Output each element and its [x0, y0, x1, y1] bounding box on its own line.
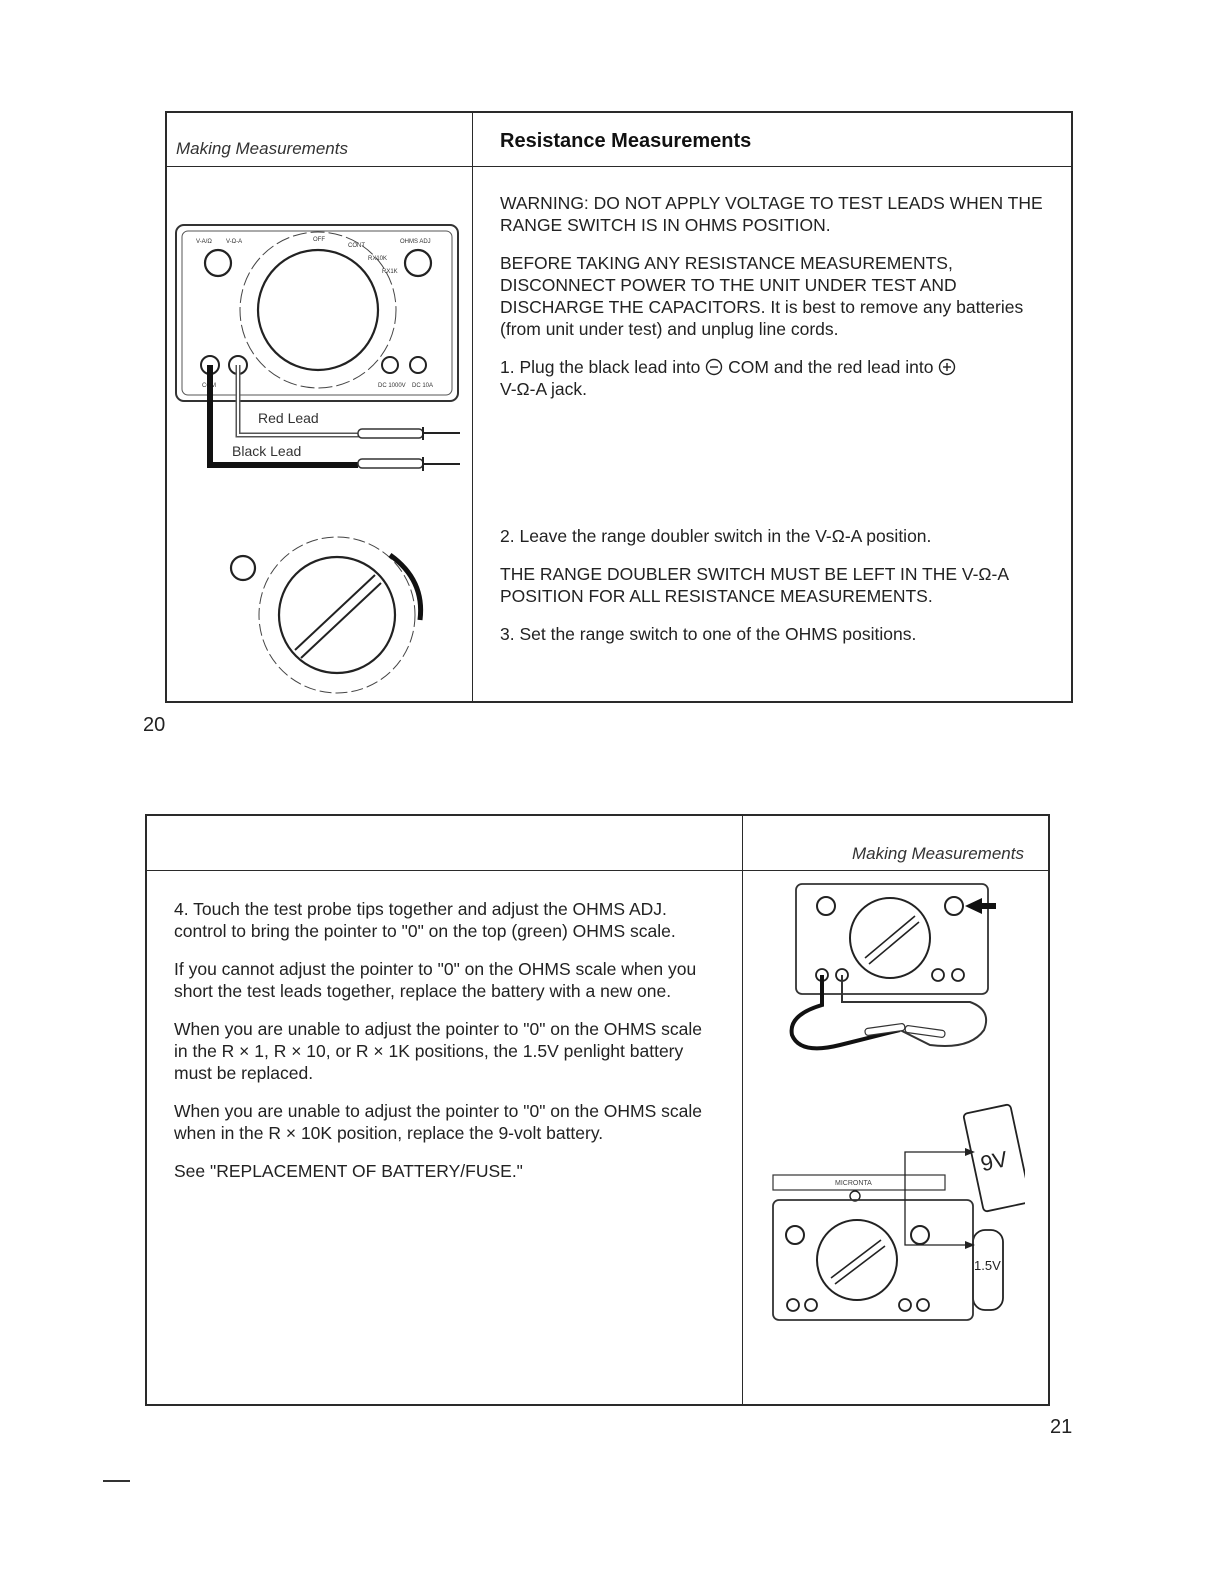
cannot-adjust-text: If you cannot adjust the pointer to "0" on the OHMS scale when you short the test leads together, replace the battery with a new one.: [174, 959, 697, 1001]
minus-circle-icon: [705, 358, 723, 376]
step-2-text: 2. Leave the range doubler switch in the V-Ω-A position.: [500, 526, 932, 546]
jack-dc10a: [410, 357, 426, 373]
page-title: Resistance Measurements: [500, 130, 752, 152]
black-probe: [358, 459, 423, 468]
bottom-text-column: [174, 898, 719, 1182]
plus-circle-icon: [938, 358, 956, 376]
bottom-table-header-divider: [145, 870, 1050, 871]
left-knob: [786, 1226, 804, 1244]
top-table-column-divider: [472, 111, 473, 703]
meter-label-com: COM: [202, 383, 216, 389]
page-number-right: 21: [1050, 1416, 1073, 1438]
ohms-adj-knob: [945, 897, 963, 915]
meter-label-dc1000v: DC 1000V: [378, 383, 406, 389]
see-also-text: See "REPLACEMENT OF BATTERY/FUSE.": [174, 1161, 523, 1181]
left-knob: [817, 897, 835, 915]
multimeter-with-leads-illustration: [168, 215, 468, 485]
black-lead-label: Black Lead: [232, 443, 302, 459]
meter-label-dc10a: DC 10A: [412, 383, 434, 389]
battery-location-illustration: [765, 1090, 1025, 1340]
meter-shorted-leads-illustration: [770, 880, 1000, 1060]
warning-text: WARNING: DO NOT APPLY VOLTAGE TO TEST LEADS WHEN THE RANGE SWITCH IS IN OHMS POSITION.: [500, 193, 1043, 235]
bottom-table-column-divider: [742, 814, 743, 1406]
jack-dc1000v: [382, 357, 398, 373]
section-label-bottom: Making Measurements: [852, 844, 1024, 863]
top-text-column: [500, 192, 1045, 400]
dial-label-rx10k: RX10K: [368, 256, 388, 262]
red-probe: [358, 429, 423, 438]
left-knob: [205, 250, 231, 276]
page-number-left: 20: [143, 714, 166, 736]
step-1-com: COM and the red lead into: [728, 357, 934, 377]
red-lead-label: Red Lead: [258, 410, 319, 426]
micronta-logo: MICRONTA: [835, 1180, 872, 1187]
arrow-icon: [965, 898, 996, 914]
top-text-column-lower: [500, 525, 1045, 645]
step-1-tail: V-Ω-A jack.: [500, 379, 587, 399]
range-dial-outer: [259, 537, 415, 693]
before-measurements-tail: It is best to remove any batteries (from unit under test) and unplug line cords.: [500, 297, 1024, 339]
dial-label-off: OFF: [313, 237, 325, 243]
range-doubler-note: THE RANGE DOUBLER SWITCH MUST BE LEFT IN THE V-Ω-A POSITION FOR ALL RESISTANCE MEASUREMENTS.: [500, 564, 1009, 606]
before-measurements-caps: BEFORE TAKING ANY RESISTANCE MEASUREMENTS, DISCONNECT POWER TO THE UNIT UNDER TEST AND DISCHARGE THE CAPACITORS.: [500, 253, 957, 317]
range-dial: [817, 1220, 897, 1300]
before-measurements-text: [500, 252, 1045, 340]
dial-pointer: [295, 575, 375, 650]
penlight-label: 1.5V: [974, 1258, 1001, 1273]
dial-label-cont: CONT: [348, 243, 365, 249]
step-3-text: 3. Set the range switch to one of the OHMS positions.: [500, 624, 917, 644]
range-switch-illustration: [215, 530, 445, 700]
meter-label-va: V-A/Ω: [196, 239, 212, 245]
left-knob: [231, 556, 255, 580]
ohms-adj-knob: [405, 250, 431, 276]
meter-label-ohms-adj: OHMS ADJ: [400, 239, 431, 245]
top-table-header-divider: [165, 166, 1073, 167]
step-1-pre: 1. Plug the black lead into: [500, 357, 701, 377]
range-dial: [279, 557, 395, 673]
meter-label-voa: V-Ω-A: [226, 239, 243, 245]
section-label-top: Making Measurements: [176, 139, 348, 158]
penlight-battery-text: When you are unable to adjust the pointer to "0" on the OHMS scale in the R × 1, R × 10, or R × 1K positions, the 1.5V penlight battery must be replaced.: [174, 1019, 703, 1083]
dial-label-rx1k: RX1K: [382, 269, 398, 275]
step-1-text: [500, 356, 1045, 400]
nine-volt-label: 9V: [978, 1146, 1010, 1177]
step-4-text: 4. Touch the test probe tips together and adjust the OHMS ADJ. control to bring the pointer to "0" on the top (green) OHMS scale.: [174, 899, 676, 941]
scan-mark: [103, 1480, 130, 1482]
range-dial: [258, 250, 378, 370]
nine-volt-battery-text: When you are unable to adjust the pointer to "0" on the OHMS scale when in the R × 10K position, replace the 9-volt battery.: [174, 1101, 703, 1143]
ohms-adj-knob: [911, 1226, 929, 1244]
